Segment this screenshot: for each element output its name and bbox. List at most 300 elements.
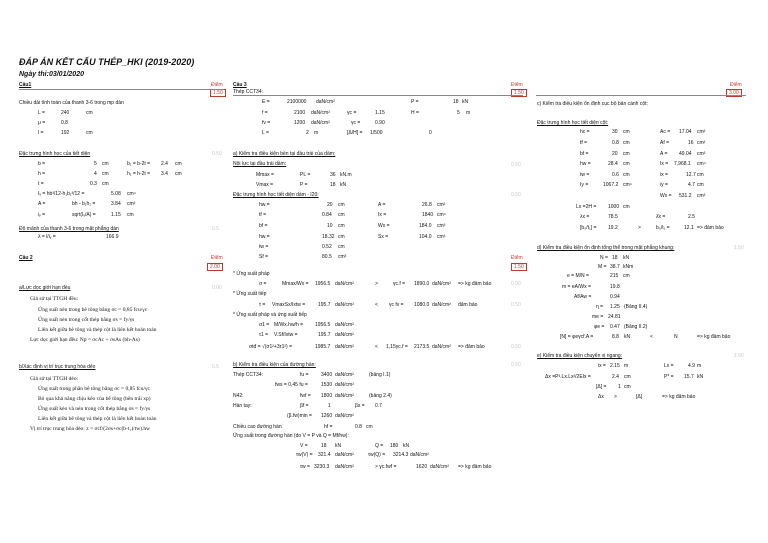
var-unit: kN	[335, 443, 342, 449]
var-unit: cm	[623, 161, 630, 167]
var-value: 28.4	[608, 161, 618, 167]
var-unit: cm	[338, 212, 345, 218]
var-value: 17.04	[679, 129, 692, 135]
var-value: 1.25	[610, 304, 620, 310]
var-unit: cm³	[697, 193, 706, 199]
section-score: 0.50	[511, 162, 521, 168]
var-unit: cm³	[437, 234, 446, 240]
var-unit: m	[624, 363, 629, 369]
var-value: 1530	[321, 382, 333, 388]
var-name: λ = l/iᵧ =	[38, 234, 56, 240]
var-value: 195.7	[318, 302, 331, 308]
var-name: h₁ = h-2t =	[127, 171, 151, 177]
var-value: 18	[453, 99, 459, 105]
check-result: => kg đảm bảo	[662, 394, 696, 400]
section-header: d) Kiểm tra điều kiện ổn định tổng thể trong mặt phẳng khung:	[537, 245, 675, 251]
compare-sign: >	[614, 394, 617, 400]
intro-text: Chiều dài tính toán của thanh 3-6 trong mp dàn	[19, 100, 124, 106]
section-header: a) Kiểm tra điều kiện bền tại đầu trái của dầm:	[233, 151, 336, 157]
var-unit: cm²	[127, 201, 136, 207]
section-header: b) Kiểm tra điều kiện của đường hàn:	[233, 362, 316, 368]
var-unit: daN/cm²	[335, 372, 354, 378]
var-value: 1890.0	[414, 281, 430, 287]
section-header: a/Lực dọc giới hạn đều	[19, 285, 71, 291]
section-score: 0.00	[212, 285, 222, 291]
var-unit: daN/cm²	[335, 332, 354, 338]
var-unit: cm	[366, 424, 373, 430]
var-unit: cm	[338, 244, 345, 250]
text-line: Ứng suất nén trong bê tông bằng σc = 0,85 fcu/γc	[38, 307, 148, 313]
var-unit: daN/cm²	[410, 452, 429, 458]
var-name: hw =	[259, 202, 270, 208]
var-unit: daN/cm²	[432, 302, 451, 308]
var-value: 4.7	[688, 182, 695, 188]
check-result: đảm bảo	[458, 302, 478, 308]
var-unit: daN/cm²	[430, 464, 449, 470]
var-unit: cm	[86, 130, 93, 136]
section-header: Độ mảnh của thanh 3-6 trong mặt phẳng dàn	[19, 226, 119, 232]
var-formula: M/Wx.hw/h =	[274, 322, 304, 328]
var-value: 1.15	[375, 110, 385, 116]
var-name: Δx =P³.Lx.Lx²/2EIx =	[545, 374, 591, 380]
section-score: 0.50	[511, 192, 521, 198]
var-value: 38.7	[610, 264, 620, 270]
var-unit: kN	[623, 255, 630, 261]
var-unit: cm	[623, 204, 630, 210]
var-unit: daN/cm²	[335, 464, 354, 470]
text-line: Lực dọc giới hạn đều: Np = σcAc + σsAs (bh-As)	[30, 337, 140, 343]
var-name: Sf =	[259, 254, 269, 260]
var-name: Vmax =	[256, 182, 274, 188]
var-value: 1260	[321, 413, 333, 419]
var-value: 18.32	[322, 234, 335, 240]
var-unit: cm³	[338, 254, 347, 260]
var-value: 19.8	[610, 284, 620, 290]
var-value: 1200	[294, 120, 306, 126]
var-name: Wx =	[378, 223, 390, 229]
var-unit: cm	[338, 202, 345, 208]
section-header: e) Kiểm tra điều kiện chuyển vị ngang:	[537, 353, 623, 359]
var-value: 24.81	[608, 314, 621, 320]
var-value: 1067.2	[603, 182, 619, 188]
var-unit: cm	[623, 129, 630, 135]
var-name: [Δ/H] =	[347, 130, 363, 136]
var-value: 49.04	[679, 151, 692, 157]
var-value: 20	[327, 202, 333, 208]
var-name: Ix =	[378, 212, 387, 218]
var-name: iy =	[660, 182, 668, 188]
subheader: Nội lực tại đầu trái dầm:	[233, 161, 287, 167]
var-value: 2	[306, 130, 309, 136]
var-unit: daN/cm²	[432, 344, 451, 350]
var-value: 30	[612, 129, 618, 135]
var-unit: kN	[403, 443, 410, 449]
var-value: 3.84	[111, 201, 121, 207]
compare-sign: <	[650, 334, 653, 340]
steel-label: Thép CCT34:	[233, 89, 264, 95]
var-value: 0.8	[61, 120, 68, 126]
var-value: 3.4	[161, 171, 168, 177]
var-name: 1,15γc.f =	[386, 344, 408, 350]
var-value: 166.9	[106, 234, 119, 240]
var-value: [Δ]	[636, 394, 643, 400]
var-name: Ix =	[660, 161, 669, 167]
var-unit: cm	[102, 181, 109, 187]
var-value: 1956.5	[315, 322, 331, 328]
text-line: Ứng suất nén trong cốt thép bằng σs = fy/γs	[38, 317, 135, 323]
var-value: 10	[327, 223, 333, 229]
var-name: N =	[600, 255, 608, 261]
var-name: fu =	[300, 372, 309, 378]
var-value: 7,968.1	[674, 161, 691, 167]
var-name: βf =	[300, 403, 309, 409]
var-unit: cm	[624, 374, 631, 380]
var-value: 1	[618, 384, 621, 390]
var-unit: daN/cm²	[335, 452, 354, 458]
var-unit: cm	[623, 273, 630, 279]
var-unit: cm	[175, 161, 182, 167]
var-formula: Mmax/Wx =	[282, 281, 309, 287]
var-name: η =	[596, 304, 604, 310]
var-unit: daN/cm²	[335, 302, 354, 308]
var-value: 2.15	[610, 363, 620, 369]
text-line: Liên kết giữa bê tông và thép cột là liên kết hoàn toàn	[38, 327, 157, 333]
var-value: 0.7	[375, 403, 382, 409]
var-unit: cm²	[437, 202, 446, 208]
var-name: φe =	[594, 324, 605, 330]
var-name: l =	[38, 130, 44, 136]
var-unit: daN/cm²	[316, 99, 335, 105]
var-value: 2.4	[161, 161, 168, 167]
var-unit: kN	[697, 374, 704, 380]
var-unit: daN/cm²	[335, 281, 354, 287]
var-name: γc =	[347, 110, 357, 116]
var-name: τ =	[259, 302, 266, 308]
var-value: 0.8	[612, 140, 619, 146]
var-name: τw(Q) =	[368, 452, 386, 458]
var-formula: P =	[300, 182, 308, 188]
section-score: 0.5	[212, 364, 219, 370]
text-line: Liên kết giữa bê tông và thép cột là liên kết hoàn toàn	[38, 416, 157, 422]
var-value: 195.7	[318, 332, 331, 338]
var-name: Wx =	[660, 193, 672, 199]
score-label: Điểm	[511, 255, 523, 261]
var-value: 20	[612, 151, 618, 157]
var-value: 12.1	[684, 225, 694, 231]
var-name: λ̄x =	[656, 214, 666, 220]
var-note: (bảng I.1)	[369, 372, 391, 378]
var-formula: VmaxSx/Ixtw =	[272, 302, 306, 308]
check-result: => kg đảm bảo	[458, 464, 492, 470]
var-name: Lx =	[664, 363, 674, 369]
var-name: P =	[411, 99, 419, 105]
var-unit: daN/cm²	[432, 281, 451, 287]
var-value: 18	[612, 255, 618, 261]
var-unit: kN	[340, 182, 347, 188]
var-value: 80.5	[322, 254, 332, 260]
var-name: V =	[300, 443, 308, 449]
section-header: b/Xác định vị trí trục trung hòa dẻo	[19, 364, 96, 370]
score-box: 1.50	[210, 89, 226, 97]
compare-sign: <	[375, 344, 378, 350]
var-name: hf =	[324, 424, 333, 430]
var-unit: daN/cm²	[335, 413, 354, 419]
var-value: 321.4	[318, 452, 331, 458]
exam-date: Ngày thi:03/01/2020	[19, 71, 84, 78]
var-value: 531.2	[679, 193, 692, 199]
var-name: m = eA/Wx =	[562, 284, 591, 290]
section-score: 0.50	[511, 362, 521, 368]
var-unit: cm³	[437, 223, 446, 229]
var-value: 1956.5	[315, 281, 331, 287]
var-name: A =	[660, 151, 668, 157]
var-name: L =	[38, 110, 45, 116]
question-1-heading: Câu1	[19, 82, 32, 88]
var-unit: cm⁴	[623, 182, 632, 188]
var-name: Af =	[660, 140, 670, 146]
var-formula: PL =	[300, 172, 311, 178]
compare-sign: >	[638, 225, 641, 231]
var-value: 3214.3	[393, 452, 409, 458]
section-score: 0.50	[511, 344, 521, 350]
var-value: 78.5	[608, 214, 618, 220]
var-value: 215	[610, 273, 619, 279]
var-name: M =	[598, 264, 607, 270]
var-value: 36	[330, 172, 336, 178]
var-value: 1985.7	[315, 344, 331, 350]
var-value: 0.8	[355, 424, 362, 430]
var-name: Ac =	[660, 129, 671, 135]
var-name: fws = 0,45 fu =	[275, 382, 308, 388]
var-name: λx =	[580, 214, 590, 220]
var-value: 1000	[608, 204, 620, 210]
check-result: => đảm bảo	[458, 344, 485, 350]
var-value: 2100	[294, 110, 306, 116]
var-unit: cm	[102, 171, 109, 177]
score-box: 3.00	[726, 89, 742, 97]
var-name: P* =	[664, 374, 674, 380]
score-box: 1.50	[511, 263, 527, 271]
question-3-heading: Câu 3	[233, 82, 247, 88]
var-value: 1840	[422, 212, 434, 218]
var-formula: sqrt(Iᵧ/A) =	[72, 212, 96, 218]
var-name: iᵧ =	[38, 212, 46, 218]
var-name: Δx	[598, 394, 604, 400]
var-unit: kNm	[623, 264, 634, 270]
var-unit: cm⁴	[127, 191, 136, 197]
var-value: 5	[94, 161, 97, 167]
doc-title: ĐÁP ÁN KẾT CẤU THÉP_HKI (2019-2020)	[19, 57, 195, 67]
compare-sign: >	[375, 281, 378, 287]
var-name: γc =	[351, 120, 361, 126]
var-value: 1800	[321, 393, 333, 399]
check-result: => đảm bảo	[697, 225, 724, 231]
subheader: * Ứng suất pháp và ứng suất tiếp	[233, 312, 307, 318]
text-line: Ứng suất trong đường hàn (do V = P và Q = Mf/hw):	[233, 433, 349, 439]
var-name: hc =	[580, 129, 590, 135]
var-unit: cm	[623, 172, 630, 178]
var-name: Af/Aw =	[574, 294, 592, 300]
var-value: 1.15	[111, 212, 121, 218]
var-value: 3400	[321, 372, 333, 378]
var-value: 1080.0	[414, 302, 430, 308]
text-line: Ứng suất trong phần bê tông bằng σc = 0,85 fcu/γc	[38, 386, 150, 392]
var-name: fwf =	[300, 393, 311, 399]
var-name: βs =	[355, 403, 365, 409]
var-value: 1	[328, 403, 331, 409]
var-unit: daN/cm²	[335, 344, 354, 350]
section-score: 0.50	[212, 151, 222, 157]
check-result: => kg đảm bảo	[458, 281, 492, 287]
score-box: 2.00	[207, 263, 223, 271]
compare-sign: > γc.fwf =	[375, 464, 397, 470]
var-name: h =	[38, 171, 46, 177]
section-score: 1.50	[734, 245, 744, 251]
var-unit: daN/cm²	[311, 120, 330, 126]
var-name: N	[674, 334, 678, 340]
section-score: 0.5	[212, 226, 219, 232]
var-unit: cm	[624, 384, 631, 390]
var-value: 2.5	[688, 214, 695, 220]
var-unit: daN/cm²	[335, 322, 354, 328]
var-name: ix =	[660, 172, 668, 178]
var-name: t =	[38, 181, 44, 187]
section-score: 0.50	[511, 302, 521, 308]
var-unit: kN	[462, 99, 469, 105]
var-name: bf =	[259, 223, 268, 229]
var-unit: cm	[697, 182, 704, 188]
var-value: 1/500	[370, 130, 383, 136]
var-name: ix =	[598, 363, 606, 369]
var-name: σ =	[259, 281, 267, 287]
var-unit: cm	[338, 223, 345, 229]
var-name: fv =	[262, 120, 271, 126]
var-name: N42:	[233, 393, 244, 399]
var-unit: daN/cm²	[335, 393, 354, 399]
var-unit: cm²	[697, 140, 706, 146]
var-value: 184.0	[419, 223, 432, 229]
var-name: [N] = φeγcf.A =	[560, 334, 594, 340]
var-name: hw =	[259, 234, 270, 240]
var-value: 2100000	[287, 99, 307, 105]
var-value: 0.90	[375, 120, 385, 126]
var-unit: cm	[623, 151, 630, 157]
var-value: 180	[390, 443, 399, 449]
var-unit: kN.m	[340, 172, 352, 178]
var-name: tw =	[580, 172, 590, 178]
var-value: 4.9	[688, 363, 695, 369]
var-value: 0.47	[610, 324, 620, 330]
var-value: 26.8	[422, 202, 432, 208]
var-value: 5	[457, 110, 460, 116]
var-value: 0.3	[90, 181, 97, 187]
var-value: 240	[61, 110, 70, 116]
var-name: A =	[378, 202, 386, 208]
score-label: Điểm	[730, 82, 742, 88]
section-header: Đặc trưng hình học của tiết diện	[19, 151, 91, 157]
var-name: Chiều cao đường hàn	[233, 424, 282, 430]
var-name: σ1 =	[259, 322, 270, 328]
var-unit: cm²	[697, 129, 706, 135]
section-header: Đặc trưng hình học tiết diện dầm - I20:	[233, 192, 319, 198]
text-line: Giả sử tại TTGH đều:	[30, 296, 79, 302]
var-name: Iᵧ = hb³/12-h₁b₁³/12 =	[38, 191, 85, 197]
var-name: γc.f =	[393, 281, 406, 287]
var-name: H =	[411, 110, 419, 116]
var-value: 104.0	[419, 234, 432, 240]
var-formula: V.Sf/Ixtw =	[274, 332, 298, 338]
var-name: (β.fw)min =	[287, 413, 312, 419]
section-score: 1.00	[734, 353, 744, 359]
var-name: f =	[262, 110, 268, 116]
var-name: τ1 =	[259, 332, 269, 338]
var-unit: cm	[175, 171, 182, 177]
var-name: μ =	[38, 120, 46, 126]
score-box: 1.50	[511, 89, 527, 97]
var-name: [b₀/t₁] =	[580, 225, 597, 231]
var-name: hw =	[580, 161, 591, 167]
var-note: (Bảng II.2)	[624, 324, 648, 330]
var-formula: σtđ = √(σ1²+3τ1²) =	[249, 344, 292, 350]
var-value: 19.2	[608, 225, 618, 231]
var-unit: daN/cm²	[335, 382, 354, 388]
var-name: tf =	[580, 140, 588, 146]
var-value: 192	[61, 130, 70, 136]
var-name: A =	[38, 201, 46, 207]
var-name: Q =	[375, 443, 384, 449]
var-unit: cm	[338, 234, 345, 240]
text-line: Ứng suất kéo và nén trong cốt thép bằng σs = fy/γs	[38, 406, 151, 412]
score-label: Điểm	[211, 82, 223, 88]
subheader: * Ứng suất pháp	[233, 271, 270, 277]
text-line: Giả sử tại TTGH dẻo:	[30, 376, 79, 382]
var-value: 8.8	[612, 334, 619, 340]
var-value: 18	[321, 443, 327, 449]
var-value: 15.7	[684, 374, 694, 380]
var-value: 2.4	[612, 374, 619, 380]
var-value: 5.08	[111, 191, 121, 197]
var-value: 0.94	[610, 294, 620, 300]
var-unit: cm⁴	[697, 161, 706, 167]
var-note: (Bảng II.4)	[624, 304, 648, 310]
text-line: Vị trí trục trung hòa dẻo: z = σcf/(2σs+σc(b-t₁)/tw).hw	[30, 426, 151, 432]
var-name: e = M/N =	[567, 273, 589, 279]
var-name: [Δ] =	[596, 384, 607, 390]
var-value: 3230.3	[314, 464, 330, 470]
var-unit: m	[314, 130, 319, 136]
var-unit: cm	[102, 161, 109, 167]
var-value: 1620	[416, 464, 428, 470]
section-score: 0.00	[511, 281, 521, 287]
var-name: Thép CCT34:	[233, 372, 264, 378]
var-unit: cm²	[697, 151, 706, 157]
var-unit: cm	[86, 110, 93, 116]
var-name: γc fv =	[389, 302, 404, 308]
var-value: 0	[429, 130, 432, 136]
var-value: 18	[330, 182, 336, 188]
check-result: => kg đảm bảo	[697, 334, 731, 340]
var-name: b₀/t₁ =	[656, 225, 670, 231]
var-name: E =	[262, 99, 270, 105]
var-unit: cm	[127, 212, 134, 218]
var-name: tw =	[259, 244, 269, 250]
subheader: Đặc trưng hình học tiết diện cột:	[537, 120, 609, 126]
var-name: me =	[592, 314, 604, 320]
var-name: Mmax =	[256, 172, 274, 178]
subheader: * Ứng suất tiếp	[233, 291, 267, 297]
score-label: Điểm	[211, 255, 223, 261]
var-value: 16	[688, 140, 694, 146]
